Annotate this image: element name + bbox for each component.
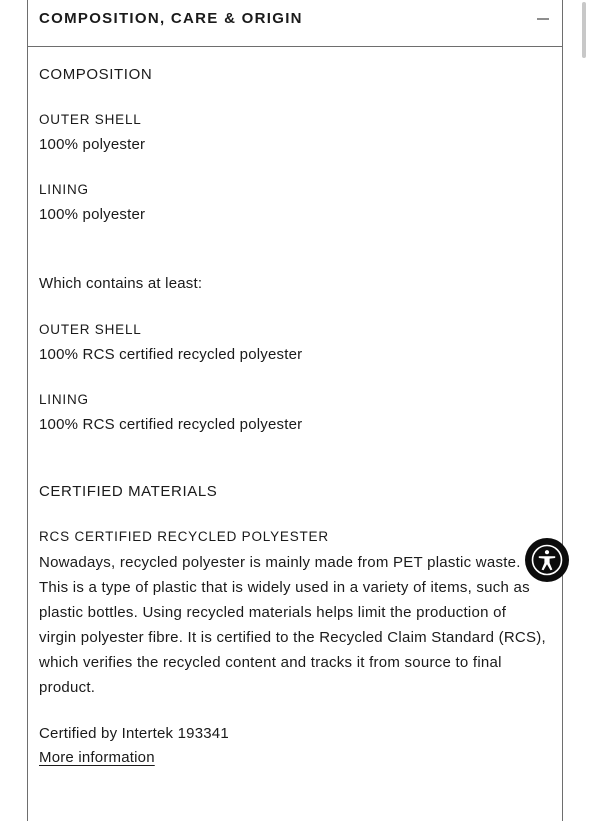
material-label: RCS CERTIFIED RECYCLED POLYESTER <box>39 529 329 544</box>
recycled-outer-shell-label: OUTER SHELL <box>39 322 142 337</box>
composition-heading: COMPOSITION <box>39 66 153 83</box>
accordion-panel <box>27 0 563 821</box>
material-description: Nowadays, recycled polyester is mainly made from PET plastic waste. This is a type of plastic that is widely used in a variety of items, such as plastic bottles. Using recycled materials helps limit the production of virgin polyester fibre. It is certified to the Recycled Claim Standard (RCS), which verifies the recycled content and tracks it from source to final product. <box>39 554 546 696</box>
accordion-header[interactable] <box>28 0 562 47</box>
lining-value: 100% polyester <box>39 206 146 223</box>
certifier-text: Certified by Intertek 193341 <box>39 725 229 742</box>
recycled-lining-value: 100% RCS certified recycled polyester <box>39 416 303 433</box>
minus-icon[interactable] <box>533 12 553 26</box>
accessibility-icon <box>525 538 569 582</box>
recycled-outer-shell-value: 100% RCS certified recycled polyester <box>39 346 303 363</box>
recycled-lining-label: LINING <box>39 392 89 407</box>
scrollbar-thumb[interactable] <box>582 2 586 58</box>
contains-intro: Which contains at least: <box>39 275 203 292</box>
outer-shell-label: OUTER SHELL <box>39 112 142 127</box>
accordion-title: COMPOSITION, CARE & ORIGIN <box>39 10 303 27</box>
lining-label: LINING <box>39 182 89 197</box>
more-information-link[interactable]: More information <box>39 749 155 766</box>
outer-shell-value: 100% polyester <box>39 136 146 153</box>
certified-materials-heading: CERTIFIED MATERIALS <box>39 483 218 500</box>
accessibility-button[interactable] <box>525 538 569 582</box>
